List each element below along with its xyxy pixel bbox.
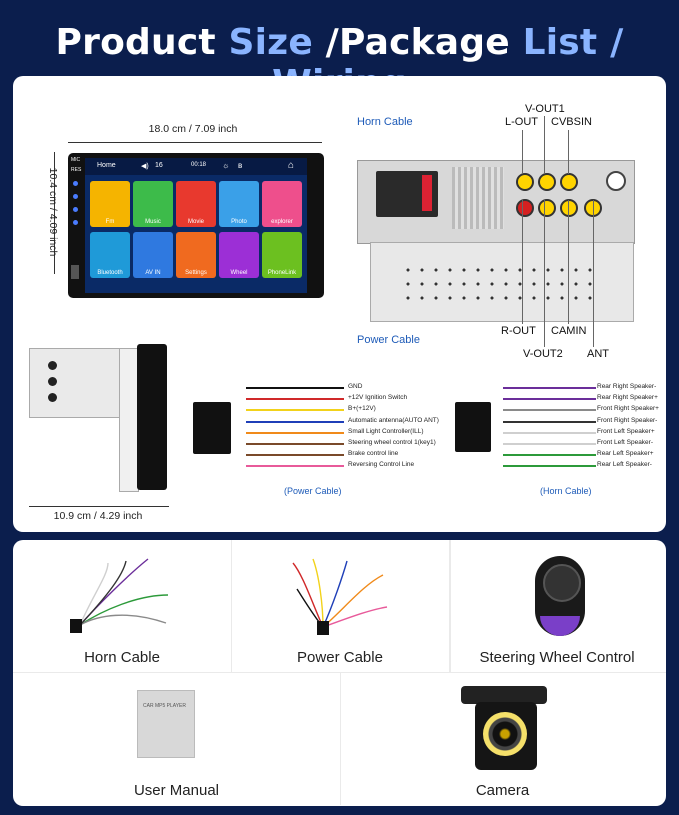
status-time: 00:18	[191, 162, 207, 168]
power-wire-label: Automatic antenna(AUTO ANT)	[348, 416, 439, 424]
user-manual-image	[137, 690, 195, 758]
res-label: RES	[71, 167, 82, 173]
power-wire	[246, 387, 344, 389]
horn-wire	[503, 387, 596, 389]
volume-icon: ◀)	[141, 163, 149, 170]
side-faceplate	[137, 344, 167, 490]
cvbsin-jack	[560, 173, 578, 191]
power-wire-label: Brake control line	[348, 450, 399, 458]
power-wire-label: GND	[348, 383, 363, 390]
callout-camin: CAMIN	[551, 325, 587, 337]
power-wire-label: Small Light Controller(ILL)	[348, 427, 424, 435]
steering-wheel-control-image	[535, 556, 585, 636]
l-out-jack	[538, 173, 556, 191]
horn-cable-image	[68, 555, 178, 637]
callout-l-out: L-OUT	[505, 116, 538, 128]
rear-chassis	[370, 242, 634, 322]
power-wire-label: Reversing Control Line	[348, 461, 415, 469]
power-wire	[246, 398, 344, 400]
mic-label: MIC	[71, 157, 81, 163]
power-wire	[246, 421, 344, 423]
app-fm[interactable]: Fm	[90, 181, 130, 227]
power-wire	[246, 432, 344, 434]
package-user-manual-label: User Manual	[133, 782, 220, 799]
camera-image	[475, 702, 537, 770]
app-phonelink[interactable]: PhoneLink	[262, 232, 302, 278]
brightness-icon: ☼	[222, 161, 230, 170]
home-icon: ⌂	[288, 160, 295, 171]
title-part-product: Product	[55, 22, 229, 63]
power-wire-label: +12V Ignition Switch	[348, 394, 408, 402]
screen	[85, 158, 307, 293]
horn-wire-label: Front Left Speaker-	[597, 439, 653, 446]
package-steering-wheel-control-label: Steering Wheel Control	[479, 649, 635, 666]
horn-wire	[503, 432, 596, 434]
callout-v-out1: V-OUT1	[525, 103, 565, 115]
power-wire	[246, 443, 344, 445]
title-part-size: Size	[228, 22, 326, 63]
depth-dimension-line	[29, 506, 169, 507]
r-out-jack	[516, 199, 534, 217]
v-out1-jack	[516, 173, 534, 191]
horn-cable-connector	[455, 402, 491, 452]
camin-jack	[560, 199, 578, 217]
app-settings[interactable]: Settings	[176, 232, 216, 278]
power-wire-label: Steering wheel control 1(key1)	[348, 439, 436, 446]
callout-ant: ANT	[587, 348, 609, 360]
power-wire	[246, 465, 344, 467]
v-out2-jack	[538, 199, 556, 217]
dimensions-wiring-panel	[13, 76, 666, 532]
power-wire	[246, 454, 344, 456]
horn-wire	[503, 421, 596, 423]
horn-wire	[503, 443, 596, 445]
app-bluetooth[interactable]: Bluetooth	[90, 232, 130, 278]
power-cable-image	[283, 555, 393, 637]
package-camera-label: Camera	[475, 782, 530, 799]
status-home: Home	[97, 162, 116, 169]
app-movie[interactable]: Movie	[176, 181, 216, 227]
horn-wire-label: Rear Right Speaker-	[597, 383, 657, 390]
horn-wire-label: Rear Left Speaker-	[597, 461, 652, 469]
title-part-list-wiring: List /	[522, 22, 624, 63]
horn-wire	[503, 409, 596, 411]
callout-v-out2: V-OUT2	[523, 348, 563, 360]
height-dimension-label: 10.4 cm / 4.09 inch	[47, 167, 59, 257]
depth-dimension-label: 10.9 cm / 4.29 inch	[53, 510, 143, 522]
app-photo[interactable]: Photo	[219, 181, 259, 227]
callout-r-out: R-OUT	[501, 325, 536, 337]
package-horn-cable-label: Horn Cable	[84, 649, 160, 666]
horn-wire	[503, 465, 596, 467]
horn-wire	[503, 398, 596, 400]
horn-wire-label: Rear Left Speaker+	[597, 450, 654, 458]
head-unit-front	[68, 153, 324, 298]
callout-power-cable: Power Cable	[357, 334, 420, 346]
user-manual-cover-text: CAR MP5 PLAYER	[143, 703, 186, 709]
package-list-panel	[13, 540, 666, 806]
horn-wire-label: Rear Right Speaker+	[597, 394, 658, 402]
title-part-package: /Package	[325, 22, 523, 63]
package-power-cable-label: Power Cable	[297, 649, 383, 666]
power-cable-caption: (Power Cable)	[284, 486, 342, 496]
app-av-in[interactable]: AV IN	[133, 232, 173, 278]
horn-wire-label: Front Left Speaker+	[597, 427, 655, 435]
antenna-socket	[606, 171, 626, 191]
power-cable-connector	[193, 402, 231, 454]
status-volume: 16	[155, 162, 163, 169]
width-dimension-line	[68, 142, 322, 143]
width-dimension-label: 18.0 cm / 7.09 inch	[148, 123, 238, 135]
app-music[interactable]: Music	[133, 181, 173, 227]
app-explorer[interactable]: explorer	[262, 181, 302, 227]
callout-cvbsin: CVBSIN	[551, 116, 592, 128]
app-wheel[interactable]: Wheel	[219, 232, 259, 278]
usb-port	[71, 265, 79, 279]
power-wire-label: B+(+12V)	[348, 405, 376, 413]
horn-wire-label: Front Right Speaker+	[597, 405, 659, 413]
bluetooth-icon: ʙ	[238, 161, 243, 170]
callout-horn-cable: Horn Cable	[357, 116, 413, 128]
power-wire	[246, 409, 344, 411]
horn-wire	[503, 454, 596, 456]
horn-wire-label: Front Right Speaker-	[597, 416, 658, 424]
horn-cable-caption: (Horn Cable)	[540, 486, 592, 496]
